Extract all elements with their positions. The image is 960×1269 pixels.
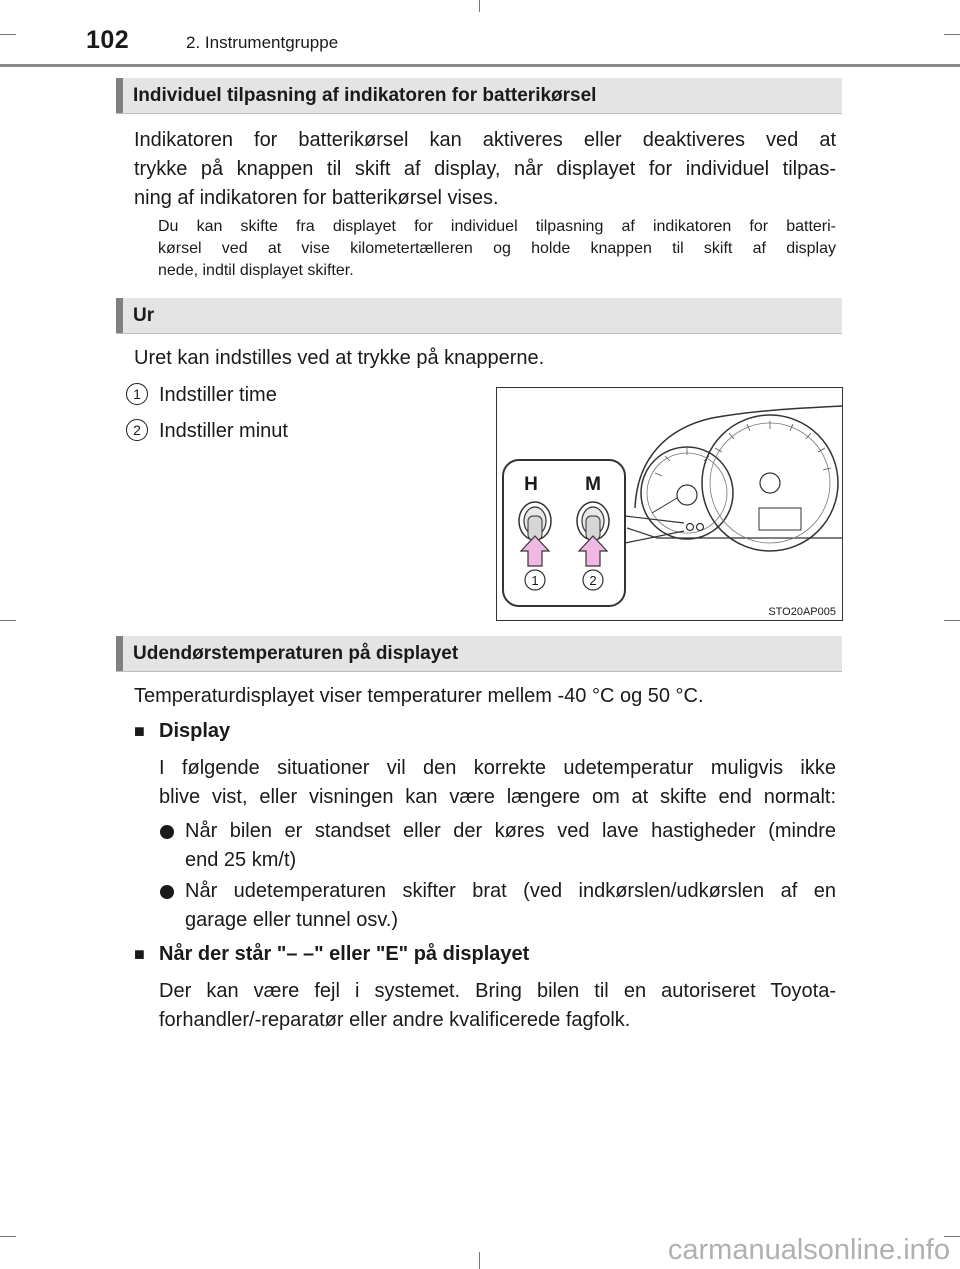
crop-mark bbox=[944, 34, 960, 35]
text-line: trykke på knappen til skift af display, når displayet for individuel tilpas- bbox=[134, 158, 836, 180]
page-number: 102 bbox=[86, 26, 130, 54]
section-heading-clock bbox=[116, 298, 842, 334]
square-bullet-icon: ■ bbox=[134, 721, 145, 741]
section-title: Udendørstemperaturen på displayet bbox=[133, 643, 459, 664]
heading-bar bbox=[116, 636, 123, 671]
zoom-box bbox=[503, 460, 625, 606]
heading-bar bbox=[116, 78, 123, 113]
section-heading-battery-indicator bbox=[116, 78, 842, 114]
paragraph-battery-indicator bbox=[134, 126, 836, 213]
heading-bar bbox=[116, 298, 123, 333]
watermark: carmanualsonline.info bbox=[667, 1234, 950, 1266]
bullet-dot-icon bbox=[160, 825, 174, 839]
bullet-item bbox=[185, 817, 836, 875]
instrument-cluster-illustration bbox=[497, 388, 842, 620]
section-title: Ur bbox=[133, 305, 155, 326]
button-h-label: H bbox=[524, 474, 538, 495]
subheading-dash-or-e: Når der står "– –" eller "E" på displayet bbox=[159, 943, 530, 965]
text-line: end 25 km/t) bbox=[185, 849, 297, 871]
right-speedometer bbox=[702, 415, 838, 551]
figure-code: STO20AP005 bbox=[768, 606, 836, 618]
crop-mark bbox=[479, 1252, 480, 1269]
crop-mark bbox=[944, 620, 960, 621]
text-line: I følgende situationer vil den korrekte udetemperatur muligvis ikke bbox=[159, 757, 836, 779]
subheading-display: Display bbox=[159, 720, 231, 742]
text-line: Der kan være fejl i systemet. Bring bilen til en autoriseret Toyota- bbox=[159, 980, 836, 1002]
button-m-label: M bbox=[585, 474, 601, 495]
callout-number: 2 bbox=[126, 419, 148, 441]
text-line: nede, indtil displayet skifter. bbox=[158, 262, 354, 279]
text-line: ning af indikatoren for batterikørsel vises. bbox=[134, 187, 499, 209]
temperature-intro: Temperaturdisplayet viser temperaturer mellem -40 °C og 50 °C. bbox=[134, 685, 704, 707]
text-line: kørsel ved at vise kilometertælleren og holde knappen til skift af display bbox=[158, 240, 836, 257]
crop-mark bbox=[0, 1236, 16, 1237]
clock-item-hour: Indstiller time bbox=[159, 384, 277, 406]
chapter-title: 2. Instrumentgruppe bbox=[186, 33, 339, 52]
text-line: blive vist, eller visningen kan være længere om at skifte end normalt: bbox=[159, 786, 836, 808]
clock-intro: Uret kan indstilles ved at trykke på knapperne. bbox=[134, 347, 545, 369]
crop-mark bbox=[0, 34, 16, 35]
bullet-dot-icon bbox=[160, 885, 174, 899]
header-rule bbox=[0, 64, 960, 67]
square-bullet-icon: ■ bbox=[134, 944, 145, 964]
paragraph-display bbox=[159, 754, 836, 812]
callout-1: 1 bbox=[531, 573, 539, 588]
paragraph-system-error bbox=[159, 977, 836, 1035]
note-battery-indicator bbox=[158, 216, 836, 282]
crop-mark bbox=[0, 620, 16, 621]
section-title: Individuel tilpasning af indikatoren for batterikørsel bbox=[133, 85, 597, 106]
bullet-item bbox=[185, 877, 836, 935]
crop-mark bbox=[479, 0, 480, 12]
clock-buttons-figure bbox=[496, 387, 843, 621]
text-line: Når bilen er standset eller der køres ved lave hastigheder (mindre bbox=[185, 820, 836, 842]
clock-item-minute: Indstiller minut bbox=[159, 420, 288, 442]
text-line: Du kan skifte fra displayet for individuel tilpasning af indikatoren for batteri- bbox=[158, 218, 836, 235]
text-line: forhandler/-reparatør eller andre kvalificerede fagfolk. bbox=[159, 1009, 631, 1031]
section-heading-outside-temperature bbox=[116, 636, 842, 672]
callout-2: 2 bbox=[589, 573, 597, 588]
callout-number: 1 bbox=[126, 383, 148, 405]
text-line: garage eller tunnel osv.) bbox=[185, 909, 399, 931]
text-line: Når udetemperaturen skifter brat (ved indkørslen/udkørslen af en bbox=[185, 880, 836, 902]
text-line: Indikatoren for batterikørsel kan aktiveres eller deaktiveres ved at bbox=[134, 129, 836, 151]
